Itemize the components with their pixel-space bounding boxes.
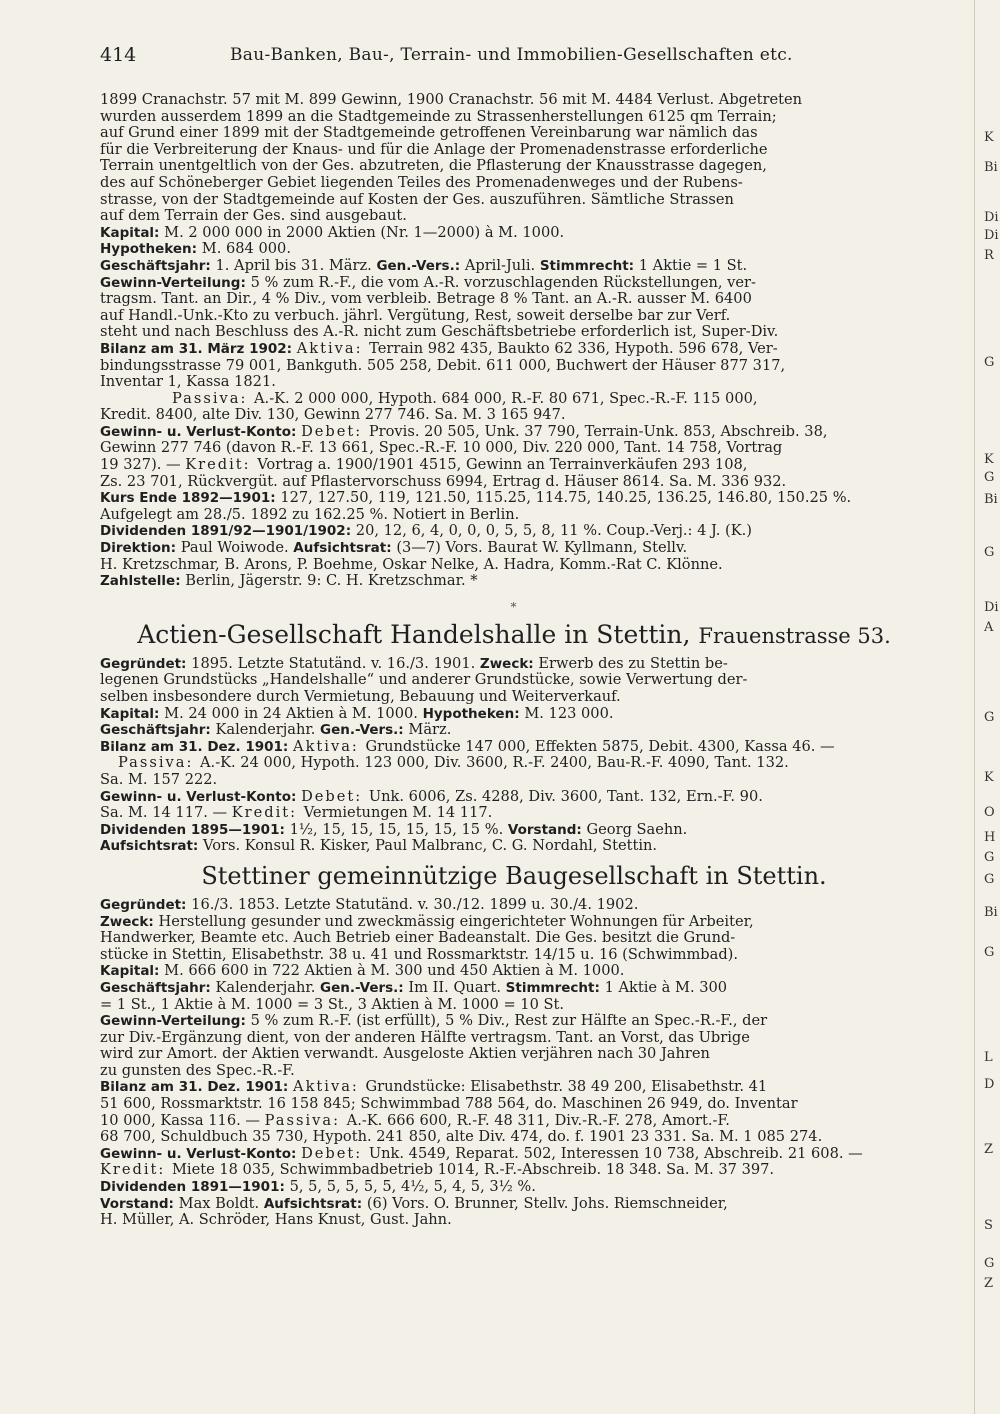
field-label: Hypotheken: xyxy=(100,241,202,258)
field-text: 1895. Letzte Statutänd. v. 16./3. 1901. xyxy=(191,655,480,672)
field-text: April-Juli. xyxy=(464,257,540,274)
account-side-label: Kredit: xyxy=(185,457,258,474)
margin-fragment: Bi xyxy=(984,492,998,507)
account-side-label: Aktiva: xyxy=(293,1079,366,1096)
field-label: Bilanz am 31. März 1902: xyxy=(100,340,297,357)
text-line xyxy=(100,258,928,275)
text-line xyxy=(100,1013,928,1030)
account-side-label: Passiva: xyxy=(172,390,255,407)
account-side-label: Aktiva: xyxy=(293,738,366,755)
margin-fragment: R xyxy=(984,248,994,263)
field-label: Aufsichtsrat: xyxy=(293,540,397,557)
field-text: 127, 127.50, 119, 121.50, 115.25, 114.75, 140.25, 136.25, 146.80, 150.25 %. xyxy=(280,490,852,507)
field-text: Vors. Konsul R. Kisker, Paul Malbranc, C. G. Nordahl, Stettin. xyxy=(203,838,658,855)
text-line xyxy=(100,1079,928,1096)
text-line xyxy=(100,997,928,1014)
field-label: Kapital: xyxy=(100,224,165,241)
field-label: Direktion: xyxy=(100,540,181,557)
text-line xyxy=(100,822,928,839)
company-name: Stettiner gemeinnützige Baugesellschaft in Stettin. xyxy=(201,861,827,890)
page-number: 414 xyxy=(100,44,137,66)
margin-fragment: G xyxy=(984,1256,995,1271)
account-side-label: Debet: xyxy=(301,788,369,805)
field-label: Vorstand: xyxy=(507,821,587,838)
field-text: M. 2 000 000 in 2000 Aktien (Nr. 1—2000) à M. 1000. xyxy=(164,224,565,241)
field-text: Grundstücke 147 000, Effekten 5875, Debit. 4300, Kassa 46. — xyxy=(365,738,835,755)
field-label: Kurs Ende 1892—1901: xyxy=(100,490,281,507)
field-text: 10 000, Kassa 116. — xyxy=(100,1112,265,1129)
field-text: Vermietungen M. 14 117. xyxy=(303,805,493,822)
margin-fragment: G xyxy=(984,850,995,865)
field-label: Gewinn-Verteilung: xyxy=(100,1013,251,1030)
margin-fragment: G xyxy=(984,470,995,485)
section-divider xyxy=(100,600,928,614)
text-line xyxy=(100,1196,928,1213)
margin-fragment: O xyxy=(984,805,995,820)
field-text: Gewinn 277 746 (davon R.-F. 13 661, Spec.-R.-F. 10 000, Div. 220 000, Tant. 14 758, Vortrag xyxy=(100,440,783,457)
field-text: für die Verbreiterung der Knaus- und für die Anlage der Promenadenstrasse erforderliche xyxy=(100,141,768,158)
field-label: Zahlstelle: xyxy=(100,573,186,590)
page-edge-divider xyxy=(974,0,975,1414)
field-text: 1899 Cranachstr. 57 mit M. 899 Gewinn, 1900 Cranachstr. 56 mit M. 4484 Verlust. Abgetreten xyxy=(100,92,803,108)
field-text: Terrain unentgeltlich von der Ges. abzutreten, die Pflasterung der Knausstrasse dagegen, xyxy=(100,158,767,175)
field-label: Geschäftsjahr: xyxy=(100,257,216,274)
field-label: Kapital: xyxy=(100,705,165,722)
field-label: Vorstand: xyxy=(100,1195,179,1212)
margin-fragment: G xyxy=(984,545,995,560)
divider-star: * xyxy=(510,599,518,614)
text-line xyxy=(100,980,928,997)
company-title-baugesellschaft xyxy=(100,861,928,891)
field-text: auf Grund einer 1899 mit der Stadtgemeinde getroffenen Vereinbarung war nämlich das xyxy=(100,125,758,142)
text-line xyxy=(100,689,928,706)
margin-fragment: Bi xyxy=(984,160,998,175)
text-line xyxy=(100,1146,928,1163)
field-text: Paul Woiwode. xyxy=(180,540,294,557)
field-label: Gen.-Vers.: xyxy=(320,979,409,996)
text-line xyxy=(100,358,928,375)
text-line xyxy=(100,175,928,192)
text-line xyxy=(100,424,928,441)
margin-fragment: G xyxy=(984,355,995,370)
field-label: Dividenden 1891/92—1901/1902: xyxy=(100,523,356,540)
field-text: 20, 12, 6, 4, 0, 0, 0, 5, 5, 8, 11 %. Coup.-Verj.: 4 J. (K.) xyxy=(355,523,752,540)
field-label: Gegründet: xyxy=(100,655,192,672)
field-text: 1. April bis 31. März. xyxy=(215,257,377,274)
text-line xyxy=(100,672,928,689)
margin-fragment: G xyxy=(984,945,995,960)
field-text: zu gunsten des Spec.-R.-F. xyxy=(100,1062,295,1079)
margin-fragment: Bi xyxy=(984,905,998,920)
field-text: selben insbesondere durch Vermietung, Bebauung und Weiterverkauf. xyxy=(100,689,621,705)
margin-fragment: Di xyxy=(984,600,999,615)
text-line xyxy=(100,523,928,540)
text-line xyxy=(100,540,928,557)
field-text: (3—7) Vors. Baurat W. Kyllmann, Stellv. xyxy=(396,540,688,557)
field-label: Bilanz am 31. Dez. 1901: xyxy=(100,738,294,755)
text-line xyxy=(100,947,928,964)
field-text: 1½, 15, 15, 15, 15, 15, 15 %. xyxy=(289,821,508,838)
field-text: M. 684 000. xyxy=(201,241,291,258)
field-label: Geschäftsjahr: xyxy=(100,722,216,739)
text-line xyxy=(100,1046,928,1063)
field-text: Max Boldt. xyxy=(178,1195,264,1212)
field-text: Im II. Quart. xyxy=(408,979,506,996)
field-label: Dividenden 1891—1901: xyxy=(100,1179,290,1196)
field-text: bindungsstrasse 79 001, Bankguth. 505 258, Debit. 611 000, Buchwert der Häuser 877 317, xyxy=(100,357,786,374)
company-name: Actien-Gesellschaft Handelshalle in Stettin, xyxy=(137,619,691,649)
text-line xyxy=(100,507,928,524)
field-text: 19 327). — xyxy=(100,457,186,474)
field-text: 5, 5, 5, 5, 5, 5, 4½, 5, 4, 5, 3½ %. xyxy=(289,1179,536,1196)
field-text: Unk. 4549, Reparat. 502, Interessen 10 738, Abschreib. 21 608. — xyxy=(368,1145,863,1162)
account-side-label: Debet: xyxy=(301,1145,369,1162)
field-text: 1 Aktie = 1 St. xyxy=(638,257,748,274)
field-text: Kalenderjahr. xyxy=(215,722,321,739)
adjacent-page-margin xyxy=(980,0,1000,1414)
field-label: Gen.-Vers.: xyxy=(376,257,465,274)
field-text: steht und nach Beschluss des A.-R. nicht zum Geschäftsbetriebe erforderlich ist, Super-Div. xyxy=(100,324,779,341)
text-line xyxy=(100,722,928,739)
text-line xyxy=(100,1212,928,1229)
field-label: Gegründet: xyxy=(100,896,192,913)
field-text: zur Div.-Ergänzung dient, von der anderen Hälfte vertragsm. Tant. an Vorst, das Übrige xyxy=(100,1029,750,1046)
field-label: Gewinn- u. Verlust-Konto: xyxy=(100,788,302,805)
text-line xyxy=(100,573,928,590)
field-label: Gewinn- u. Verlust-Konto: xyxy=(100,423,302,440)
text-line xyxy=(100,772,928,789)
text-line xyxy=(100,407,928,424)
field-text: 16./3. 1853. Letzte Statutänd. v. 30./12. 1899 u. 30./4. 1902. xyxy=(191,896,639,913)
field-label: Gewinn-Verteilung: xyxy=(100,274,251,291)
text-line xyxy=(100,391,928,408)
field-text: = 1 St., 1 Aktie à M. 1000 = 3 St., 3 Aktien à M. 1000 = 10 St. xyxy=(100,996,565,1013)
field-text: wurden ausserdem 1899 an die Stadtgemeinde zu Strassenherstellungen 6125 qm Terrain; xyxy=(100,108,777,125)
text-line xyxy=(100,158,928,175)
field-text: M. 24 000 in 24 Aktien à M. 1000. xyxy=(164,705,423,722)
text-line xyxy=(100,1129,928,1146)
field-text: 51 600, Rossmarktstr. 16 158 845; Schwimmbad 788 564, do. Maschinen 26 949, do. Inventar xyxy=(100,1096,798,1113)
field-label: Hypotheken: xyxy=(422,705,525,722)
company-title-handelshalle xyxy=(100,620,928,650)
text-line xyxy=(100,192,928,209)
text-line xyxy=(100,125,928,142)
text-line xyxy=(100,656,928,673)
body-column xyxy=(100,92,928,1229)
account-side-label: Kredit: xyxy=(231,805,304,822)
text-line xyxy=(100,1030,928,1047)
text-line xyxy=(100,374,928,391)
margin-fragment: K xyxy=(984,130,994,145)
margin-fragment: K xyxy=(984,770,994,785)
account-side-label: Kredit: xyxy=(100,1162,172,1179)
text-line xyxy=(100,838,928,855)
field-label: Geschäftsjahr: xyxy=(100,979,216,996)
field-text: strasse, von der Stadtgemeinde auf Kosten der Ges. auszuführen. Sämtliche Strassen xyxy=(100,191,734,208)
field-text: März. xyxy=(408,722,452,739)
field-text: Inventar 1, Kassa 1821. xyxy=(100,374,276,391)
field-label: Gewinn- u. Verlust-Konto: xyxy=(100,1145,302,1162)
margin-fragment: S xyxy=(984,1218,993,1233)
margin-fragment: K xyxy=(984,452,994,467)
section-handelshalle xyxy=(100,656,928,855)
field-text: Berlin, Jägerstr. 9: C. H. Kretzschmar. * xyxy=(185,573,478,590)
text-line xyxy=(100,557,928,574)
field-text: H. Müller, A. Schröder, Hans Knust, Gust. Jahn. xyxy=(100,1212,452,1229)
field-text: H. Kretzschmar, B. Arons, P. Boehme, Oskar Nelke, A. Hadra, Komm.-Rat C. Klönne. xyxy=(100,556,723,573)
field-text: des auf Schöneberger Gebiet liegenden Teiles des Promenadenweges und der Rubens- xyxy=(100,174,743,191)
field-text: A.-K. 666 600, R.-F. 48 311, Div.-R.-F. 278, Amort.-F. xyxy=(346,1112,730,1129)
text-line xyxy=(100,706,928,723)
margin-fragment: Di xyxy=(984,228,999,243)
text-line xyxy=(100,490,928,507)
field-text: Grundstücke: Elisabethstr. 38 49 200, Elisabethstr. 41 xyxy=(365,1079,768,1096)
text-line xyxy=(100,1096,928,1113)
account-side-label: Aktiva: xyxy=(296,340,370,357)
field-text: Herstellung gesunder und zweckmässig eingerichteter Wohnungen für Arbeiter, xyxy=(158,913,754,930)
section-previous-company xyxy=(100,92,928,590)
field-text: Aufgelegt am 28./5. 1892 zu 162.25 %. Notiert in Berlin. xyxy=(100,506,520,523)
text-line xyxy=(100,805,928,822)
field-text: legenen Grundstücks „Handelshalle“ und anderer Grundstücke, sowie Verwertung der- xyxy=(100,672,748,689)
text-line xyxy=(100,930,928,947)
field-label: Bilanz am 31. Dez. 1901: xyxy=(100,1079,294,1096)
text-line xyxy=(100,142,928,159)
margin-fragment: G xyxy=(984,710,995,725)
text-line xyxy=(100,1162,928,1179)
text-line xyxy=(100,275,928,292)
margin-fragment: Z xyxy=(984,1276,994,1291)
field-text: Kredit. 8400, alte Div. 130, Gewinn 277 746. Sa. M. 3 165 947. xyxy=(100,407,566,424)
text-line xyxy=(100,109,928,126)
margin-fragment: Di xyxy=(984,210,999,225)
field-text: 5 % zum R.-F. (ist erfüllt), 5 % Div., Rest zur Hälfte an Spec.-R.-F., der xyxy=(250,1013,768,1030)
text-line xyxy=(100,755,928,772)
field-text: M. 123 000. xyxy=(524,705,614,722)
field-text: Zs. 23 701, Rückvergüt. auf Pflastervorschuss 6994, Ertrag d. Häuser 8614. Sa. M. 336 932. xyxy=(100,473,787,490)
field-text: M. 666 600 in 722 Aktien à M. 300 und 450 Aktien à M. 1000. xyxy=(164,963,625,980)
field-label: Zweck: xyxy=(479,655,539,672)
text-line xyxy=(100,1113,928,1130)
text-line xyxy=(100,897,928,914)
field-text: Provis. 20 505, Unk. 37 790, Terrain-Unk. 853, Abschreib. 38, xyxy=(368,423,828,440)
running-title: Bau-Banken, Bau-, Terrain- und Immobilien-Gesellschaften etc. xyxy=(230,45,793,65)
field-text: stücke in Stettin, Elisabethstr. 38 u. 41 und Rossmarktstr. 14/15 u. 16 (Schwimmbad). xyxy=(100,946,738,963)
account-side-label: Passiva: xyxy=(118,755,201,772)
field-label: Zweck: xyxy=(100,913,159,930)
field-text: 68 700, Schuldbuch 35 730, Hypoth. 241 850, alte Div. 474, do. f. 1901 23 331. Sa. M. 1 085 274. xyxy=(100,1129,823,1146)
field-text: A.-K. 2 000 000, Hypoth. 684 000, R.-F. 80 671, Spec.-R.-F. 115 000, xyxy=(254,390,758,407)
text-line xyxy=(100,914,928,931)
margin-fragment: H xyxy=(984,830,996,845)
field-label: Aufsichtsrat: xyxy=(100,838,204,855)
text-line xyxy=(100,225,928,242)
field-text: 1 Aktie à M. 300 xyxy=(604,979,728,996)
field-label: Aufsichtsrat: xyxy=(263,1195,367,1212)
account-side-label: Passiva: xyxy=(264,1112,347,1129)
field-text: Unk. 6006, Zs. 4288, Div. 3600, Tant. 132, Ern.-F. 90. xyxy=(368,788,763,805)
account-side-label: Debet: xyxy=(301,423,369,440)
field-text: wird zur Amort. der Aktien verwandt. Ausgeloste Aktien verjähren nach 30 Jahren xyxy=(100,1046,710,1063)
margin-fragment: Z xyxy=(984,1142,994,1157)
section-baugesellschaft xyxy=(100,897,928,1229)
margin-fragment: A xyxy=(984,620,994,635)
text-line xyxy=(100,457,928,474)
text-line xyxy=(100,291,928,308)
field-text: Georg Saehn. xyxy=(586,821,688,838)
text-line xyxy=(100,739,928,756)
field-text: auf Handl.-Unk.-Kto zu verbuch. jährl. Vergütung, Rest, soweit derselbe bar zur Verf. xyxy=(100,307,731,324)
text-line xyxy=(100,208,928,225)
page-header xyxy=(100,44,930,70)
text-line xyxy=(100,1063,928,1080)
field-text: Miete 18 035, Schwimmbadbetrieb 1014, R.-F.-Abschreib. 18 348. Sa. M. 37 397. xyxy=(171,1162,775,1179)
field-label: Stimmrecht: xyxy=(505,979,605,996)
text-line xyxy=(100,474,928,491)
field-text: (6) Vors. O. Brunner, Stellv. Johs. Riemschneider, xyxy=(366,1195,728,1212)
field-text: Vortrag a. 1900/1901 4515, Gewinn an Terrainverkäufen 293 108, xyxy=(257,457,748,474)
text-line xyxy=(100,308,928,325)
field-text: tragsm. Tant. an Dir., 4 % Div., vom verbleib. Betrage 8 % Tant. an A.-R. ausser M. 6400 xyxy=(100,291,752,308)
text-line xyxy=(100,241,928,258)
field-text: Sa. M. 157 222. xyxy=(100,771,218,788)
field-text: Kalenderjahr. xyxy=(215,979,321,996)
text-line xyxy=(100,92,928,109)
field-text: 5 % zum R.-F., die vom A.-R. vorzuschlagenden Rückstellungen, ver- xyxy=(250,274,756,291)
text-line xyxy=(100,1179,928,1196)
field-label: Kapital: xyxy=(100,963,165,980)
field-label: Stimmrecht: xyxy=(539,257,639,274)
field-text: Erwerb des zu Stettin be- xyxy=(538,655,728,672)
margin-fragment: G xyxy=(984,872,995,887)
margin-fragment: L xyxy=(984,1050,993,1065)
field-label: Gen.-Vers.: xyxy=(320,722,409,739)
field-text: Handwerker, Beamte etc. Auch Betrieb einer Badeanstalt. Die Ges. besitzt die Grund- xyxy=(100,930,736,947)
field-text: auf dem Terrain der Ges. sind ausgebaut. xyxy=(100,208,407,225)
field-text: A.-K. 24 000, Hypoth. 123 000, Div. 3600, R.-F. 2400, Bau-R.-F. 4090, Tant. 132. xyxy=(200,755,789,772)
field-label: Dividenden 1895—1901: xyxy=(100,821,290,838)
field-text: Terrain 982 435, Baukto 62 336, Hypoth. 596 678, Ver- xyxy=(369,340,778,357)
text-line xyxy=(100,789,928,806)
company-address: Frauenstrasse 53. xyxy=(698,623,891,648)
margin-fragment: D xyxy=(984,1077,995,1092)
field-text: Sa. M. 14 117. — xyxy=(100,805,232,822)
text-line xyxy=(100,440,928,457)
text-line xyxy=(100,963,928,980)
text-line xyxy=(100,341,928,358)
text-line xyxy=(100,324,928,341)
